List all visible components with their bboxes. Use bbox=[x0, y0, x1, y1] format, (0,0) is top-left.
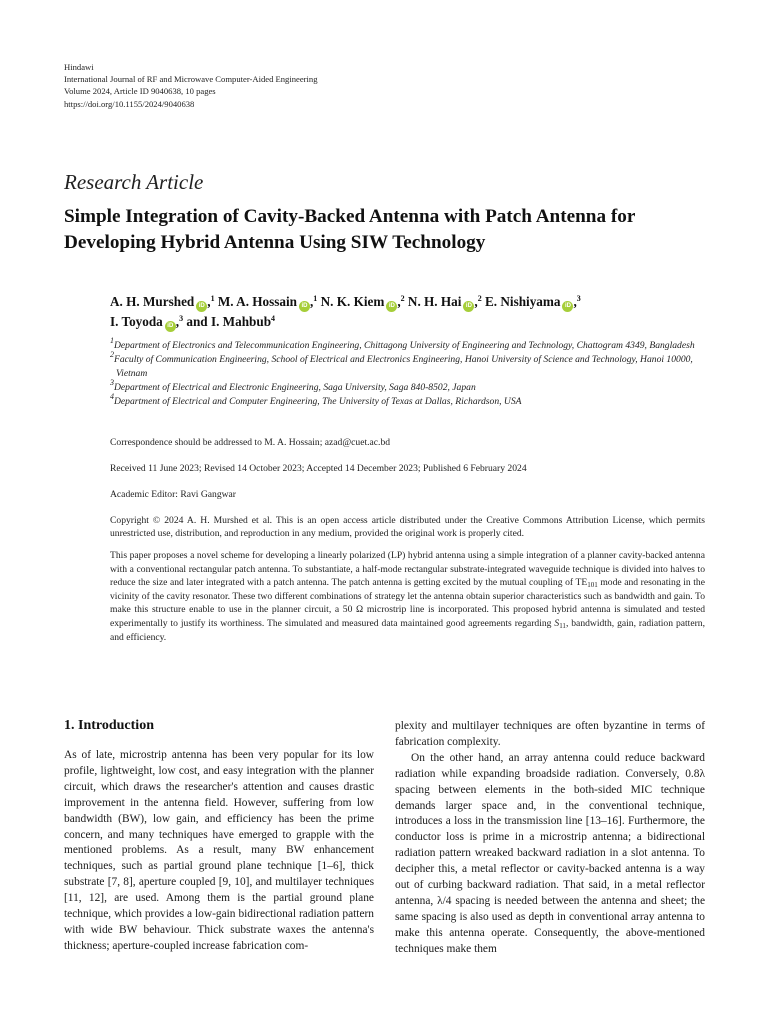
affiliation-item bbox=[110, 392, 700, 409]
author-affiliation-number: 1 bbox=[313, 294, 318, 303]
author-affiliation-number: 3 bbox=[179, 314, 184, 323]
doi-link[interactable]: https://doi.org/10.1155/2024/9040638 bbox=[64, 98, 195, 109]
affiliation-number: 2 bbox=[110, 350, 114, 359]
author-and: and bbox=[186, 314, 208, 329]
author-name: I. Toyoda bbox=[110, 314, 163, 329]
author-name: A. H. Murshed bbox=[110, 294, 195, 309]
author-name: M. A. Hossain bbox=[217, 294, 297, 309]
affiliation-number: 4 bbox=[110, 392, 114, 401]
author-name: I. Mahbub bbox=[210, 314, 272, 329]
paper-title: Simple Integration of Cavity-Backed Antenna with Patch Antenna for Developing Hybrid Antenna Using SIW Technology bbox=[64, 206, 636, 253]
author-affiliation-number: 2 bbox=[400, 294, 405, 303]
abstract-text: , bandwidth, gain, radiation pattern, and efficiency. bbox=[110, 617, 705, 643]
body-column-right bbox=[395, 719, 705, 958]
article-type: Research Article bbox=[64, 170, 204, 194]
author-entry: N. H. Hai iD ,$^2$ bbox=[408, 294, 482, 309]
affiliation-number: 3 bbox=[110, 378, 114, 387]
affiliation-list bbox=[110, 336, 700, 409]
orcid-icon[interactable]: iD bbox=[562, 301, 573, 312]
affiliation-text: Department of Electrical and Computer Engineering, The University of Texas at Dallas, Richardson, USA bbox=[114, 396, 522, 407]
orcid-icon[interactable]: iD bbox=[386, 301, 397, 312]
author-entry: N. K. Kiem iD ,$^2$ bbox=[321, 294, 405, 309]
correspondence-line: Correspondence should be addressed to M. A. Hossain; azad@cuet.ac.bd bbox=[110, 437, 391, 448]
orcid-icon[interactable]: iD bbox=[196, 301, 207, 312]
orcid-icon[interactable]: iD bbox=[299, 301, 310, 312]
copyright-notice: Copyright © 2024 A. H. Murshed et al. This is an open access article distributed under the Creative Commons Attribution License, which permits unrestricted use, distribution, and reproduction in any medium, provided the original work is properly cited. bbox=[110, 515, 705, 540]
abstract bbox=[110, 549, 705, 644]
body-paragraph: As of late, microstrip antenna has been very popular for its low profile, lightweight, low cost, and easy integration with the planner circuit, which draws the researcher's attention and causes drastic improvement in the antenna field. However, suffering from low bandwidth (BW), low gain, and efficiency has been the prime concern, and many techniques have emerged to grapple with the mentioned problems. As a result, many BW enhancement techniques, such as partial ground plane technique [1–6], thick substrate [7, 8], aperture coupled [9, 10], and multilayer techniques [11, 12], are used. Among them is the partial ground plane technique, which provides a low-gain bidirectional radiation pattern with wide BW behaviour. Thick substrate waxes the antenna's thickness; aperture-coupled increase fabrication com- bbox=[64, 749, 374, 952]
affiliation-item bbox=[110, 378, 700, 395]
author-entry bbox=[186, 314, 275, 329]
author-name: N. H. Hai bbox=[407, 294, 462, 309]
author-name: E. Nishiyama bbox=[485, 294, 561, 309]
author-affiliation-number: 1 bbox=[210, 294, 215, 303]
abstract-subscript: 11 bbox=[559, 621, 566, 630]
abstract-symbol: S bbox=[554, 617, 560, 629]
abstract-subscript: 101 bbox=[587, 581, 598, 590]
journal-header bbox=[64, 61, 318, 110]
body-paragraph: On the other hand, an array antenna could reduce backward radiation while expanding broadside radiation. Conversely, 0.8λ spacing between elements in the both-sided MIC technique demands larger space and, in the conventional technique, introduces a loss in the transmission line [13–16]. Furthermore, the conductor loss is prime in a microstrip antenna; a bidirectional radiation pattern wreaked backward radiation in a slot antenna. To decipher this, a metal reflector or cavity-backed antenna is a way out of curbing backward radiation. That said, in a metal reflector antenna, λ/4 spacing is needed between the antenna and sheet; the same spacing is also used as depth in conventional array antenna to make this antenna operate. Consequently, the above-mentioned techniques make them bbox=[395, 751, 705, 955]
author-affiliation-number: 2 bbox=[477, 294, 482, 303]
section-heading: 1. Introduction bbox=[64, 718, 154, 733]
author-affiliation-number: 4 bbox=[271, 314, 276, 323]
affiliation-text: Department of Electronics and Telecommunication Engineering, Chittagong University of Engineering and Technology, Chattogram 4349, Bangladesh bbox=[114, 340, 695, 351]
author-name: N. K. Kiem bbox=[320, 294, 385, 309]
body-paragraph: plexity and multilayer techniques are often byzantine in terms of fabrication complexity. bbox=[395, 720, 705, 748]
author-entry: E. Nishiyama iD ,$^3$ bbox=[485, 294, 581, 309]
academic-editor: Academic Editor: Ravi Gangwar bbox=[110, 489, 237, 500]
abstract-text: mode and resonating in the vicinity of the cavity resonator. These two different combinations of strategy let the antenna obtain superior characteristics such as bandwidth and gain. To make this structure enable to use in the planner circuit, a 50 Ω microstrip line is incorporated. This proposed hybrid antenna is simulated and tested experimentally to justify its worthiness. The simulated and measured data maintained good agreements regarding bbox=[110, 577, 705, 629]
affiliation-number: 1 bbox=[110, 336, 114, 345]
journal-name: International Journal of RF and Microwave Computer-Aided Engineering bbox=[64, 74, 318, 85]
affiliation-item bbox=[110, 336, 700, 353]
orcid-icon[interactable]: iD bbox=[463, 301, 474, 312]
author-affiliation-number: 3 bbox=[576, 294, 581, 303]
publisher-name: Hindawi bbox=[64, 62, 94, 72]
author-entry: M. A. Hossain iD ,$^1$ bbox=[218, 294, 317, 309]
body-column-left bbox=[64, 716, 374, 955]
volume-info: Volume 2024, Article ID 9040638, 10 pages bbox=[64, 86, 216, 97]
author-list bbox=[110, 292, 690, 332]
affiliation-text: Department of Electrical and Electronic Engineering, Saga University, Saga 840-8502, Japan bbox=[114, 382, 476, 393]
affiliation-text: Faculty of Communication Engineering, School of Electrical and Electronics Engineering, Hanoi University of Science and Technology, Hanoi 10000, Vietnam bbox=[114, 354, 693, 379]
publication-dates: Received 11 June 2023; Revised 14 October 2023; Accepted 14 December 2023; Published 6 February 2024 bbox=[110, 463, 527, 474]
author-entry: I. Toyoda iD ,$^3$ bbox=[110, 314, 183, 329]
affiliation-item bbox=[110, 350, 700, 381]
author-entry: A. H. Murshed iD ,$^1$ bbox=[110, 294, 215, 309]
abstract-text: This paper proposes a novel scheme for developing a linearly polarized (LP) hybrid antenna using a simple integration of a planner cavity-backed antenna with a conventional rectangular patch antenna. To substantiate, a half-mode rectangular substrate-integrated waveguide technique is divided into halves to reduce the size and later integrated with a patch antenna. The patch antenna is getting excited by the mutual coupling of TE bbox=[110, 550, 705, 589]
orcid-icon[interactable]: iD bbox=[165, 321, 176, 332]
